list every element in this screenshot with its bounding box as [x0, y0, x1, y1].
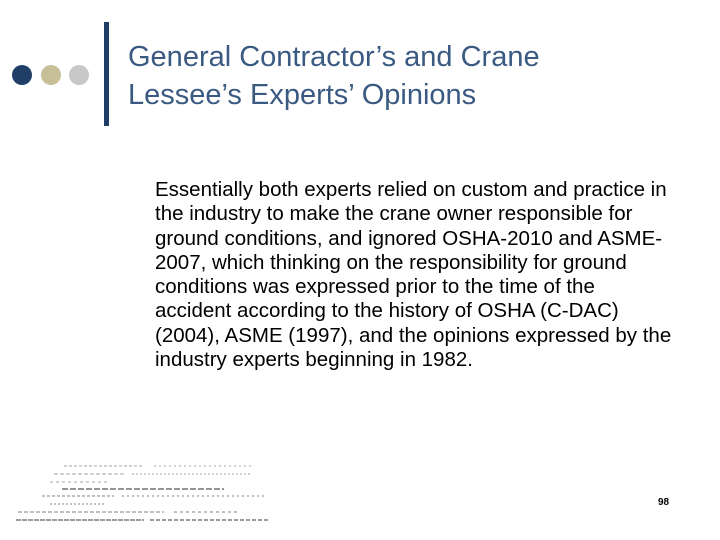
title-line-2: Lessee’s Experts’ Opinions	[128, 79, 477, 111]
navy-dot-icon	[12, 65, 32, 85]
slide-body-text: Essentially both experts relied on custom and practice in the industry to make the crane owner responsible for ground conditions, and ignored OSHA-2010 and ASME-2007, which thinking on the responsibility for ground conditions was expressed prior to the time of the accident according to the history of OSHA (C-DAC) (2004), ASME (1997), and the opinions expressed by the industry experts beginning in 1982.	[155, 178, 672, 372]
title-line-1: General Contractor’s and Crane	[128, 41, 540, 73]
slide-title	[128, 38, 688, 114]
tan-dot-icon	[41, 65, 61, 85]
title-accent-bar	[104, 22, 109, 126]
gray-dot-icon	[69, 65, 89, 85]
page-number: 98	[658, 497, 670, 508]
document-thumbnail	[14, 458, 272, 528]
